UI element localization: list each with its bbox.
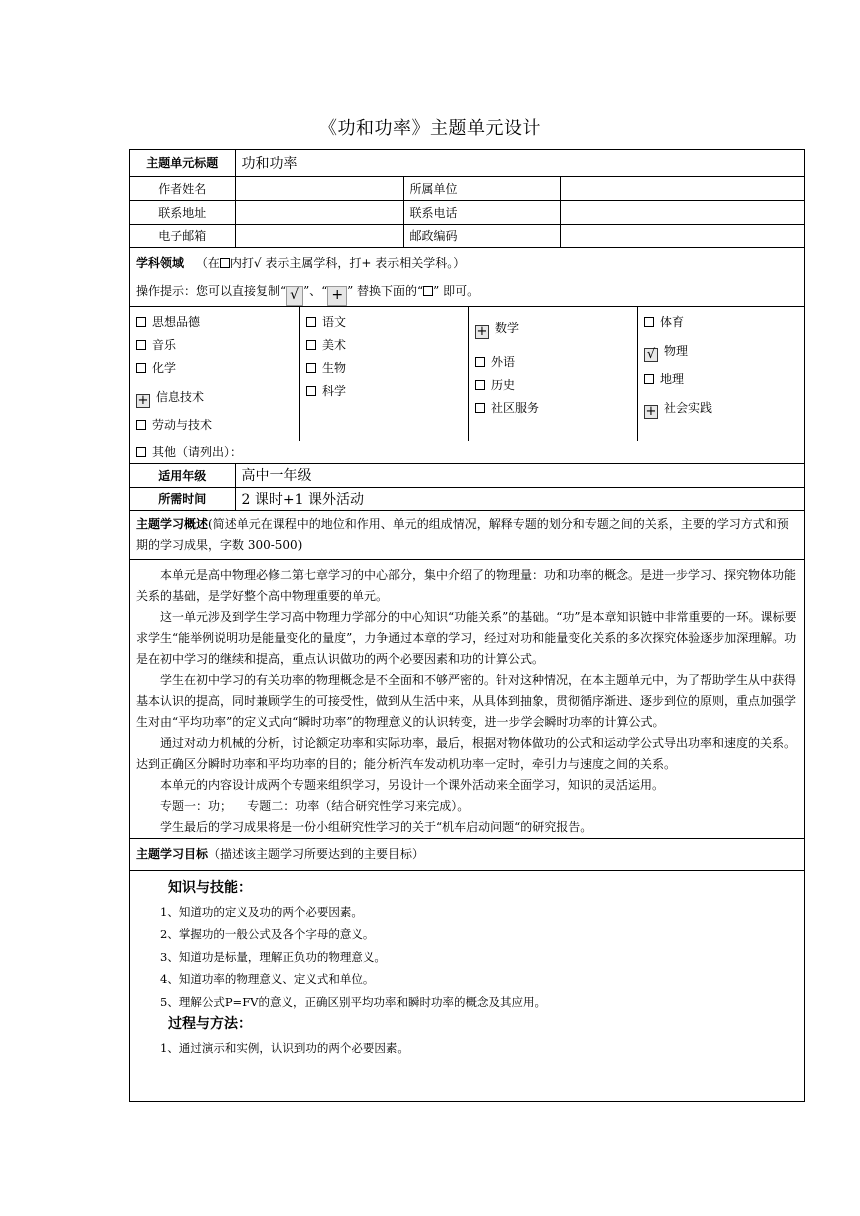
subject-note-line xyxy=(136,253,798,273)
subject-item: 劳动与技术 xyxy=(152,417,213,432)
checkbox-icon[interactable] xyxy=(306,340,316,350)
subject-section xyxy=(130,248,804,463)
goal-item: 1、通过演示和实例，认识到功的两个必要因素。 xyxy=(160,1041,409,1055)
check-box-icon[interactable]: √ xyxy=(644,348,658,362)
goals-body[interactable] xyxy=(130,871,804,1060)
subject-item: 生物 xyxy=(322,360,347,375)
subject-hint-line xyxy=(136,281,798,306)
hint-pre: 操作提示：您可以直接复制“ xyxy=(136,283,287,298)
goal-item: 1、知道功的定义及功的两个必要因素。 xyxy=(160,904,363,919)
checkbox-icon[interactable] xyxy=(136,363,146,373)
topic-value[interactable]: 功和功率 xyxy=(235,150,804,176)
overview-desc: (简述单元在课程中的地位和作用、单元的组成情况，解释专题的划分和专题之间的关系，主要的学习方式和预期的学习成果，字数 300-500) xyxy=(136,516,789,552)
subject-col-1 xyxy=(130,307,300,441)
grade-value[interactable]: 高中一年级 xyxy=(235,463,804,487)
goal-item: 3、知道功是标量，理解正负功的物理意义。 xyxy=(160,949,386,964)
knowledge-heading: 知识与技能： xyxy=(168,879,252,896)
subject-note-post: 内打√ 表示主属学科，打+ 表示相关学科。） xyxy=(229,255,466,270)
checkbox-icon[interactable] xyxy=(475,380,485,390)
subject-other-row xyxy=(130,441,804,463)
overview-paragraph: 通过对动力机械的分析，讨论额定功率和实际功率，最后，根据对物体做功的公式和运动学公式导出功率和速度的关系。达到正确区分瞬时功率和平均功率的目的；能分析汽车发动机功率一定时，牵引力与速度之间的关系。 xyxy=(136,735,797,771)
subject-item: 社会实践 xyxy=(664,400,713,415)
checkbox-icon[interactable] xyxy=(644,317,654,327)
subject-item: 外语 xyxy=(491,354,516,369)
checkbox-icon[interactable] xyxy=(306,363,316,373)
hint-end: ” 即可。 xyxy=(433,283,480,298)
subject-item: 语文 xyxy=(322,314,347,329)
subject-item: 化学 xyxy=(152,360,177,375)
topic-label: 主题单元标题 xyxy=(130,150,235,176)
postcode-label: 邮政编码 xyxy=(403,224,560,247)
checkbox-icon[interactable] xyxy=(136,317,146,327)
info-table xyxy=(130,150,804,248)
overview-paragraph: 本单元的内容设计成两个专题来组织学习，另设计一个课外活动来全面学习，知识的灵活运用。 xyxy=(160,777,665,792)
overview-paragraph: 学生在初中学习的有关功率的物理概念是不全面和不够严密的。针对这种情况，在本主题单元中，为了帮助学生从中获得基本认识的提高，同时兼顾学生的可接受性，做到从生活中来，从具体到抽象，贯彻循序渐进、逐步到位的原则，重点加强学生对由“平均功率”的定义式向“瞬时功率”的物理意义的认识转变，进一步学会瞬时功率的计算公式。 xyxy=(136,672,797,729)
subject-item: 数学 xyxy=(495,320,520,335)
time-value[interactable]: 2 课时+1 课外活动 xyxy=(235,487,804,510)
subject-heading: 学科领域 xyxy=(136,255,185,270)
time-label: 所需时间 xyxy=(130,487,235,510)
overview-body[interactable] xyxy=(130,560,804,839)
page-title: 《功和功率》主题单元设计 xyxy=(319,118,541,139)
design-form xyxy=(129,149,805,1102)
goals-heading: 主题学习目标 xyxy=(136,846,209,861)
email-label: 电子邮箱 xyxy=(130,224,235,247)
grade-time-table xyxy=(130,463,804,511)
subject-item: 地理 xyxy=(660,371,685,386)
subject-item: 物理 xyxy=(664,343,689,358)
subject-col-4 xyxy=(638,307,804,441)
subject-other: 其他（请列出）： xyxy=(152,444,243,459)
checkbox-icon[interactable] xyxy=(136,420,146,430)
empty-box-icon xyxy=(423,286,433,296)
grade-label: 适用年级 xyxy=(130,463,235,487)
subject-grid xyxy=(130,306,804,441)
subject-item: 美术 xyxy=(322,337,347,352)
check-box-icon[interactable]: √ xyxy=(286,286,303,306)
phone-label: 联系电话 xyxy=(403,200,560,224)
plus-box-icon[interactable]: + xyxy=(137,392,149,408)
subject-item: 体育 xyxy=(660,314,685,329)
goals-header xyxy=(130,839,804,871)
empty-box-icon xyxy=(220,258,230,268)
goal-item: 5、理解公式P=FV的意义，正确区别平均功率和瞬时功率的概念及其应用。 xyxy=(160,994,546,1009)
checkbox-icon[interactable] xyxy=(644,374,654,384)
phone-field[interactable] xyxy=(560,200,804,224)
checkbox-icon[interactable] xyxy=(306,386,316,396)
author-label: 作者姓名 xyxy=(130,176,235,200)
overview-paragraph: 这一单元涉及到学生学习高中物理力学部分的中心知识“功能关系”的基础。“功”是本章知识链中非常重要的一环。课标要求学生“能举例说明功是能量变化的量度”，力争通过本章的学习，经过对功和能量变化关系的多次探究体验逐步加深理解。功是在初中学习的继续和提高，重点认识做功的两个必要因素和功的计算公式。 xyxy=(136,609,797,666)
subject-item: 音乐 xyxy=(152,337,177,352)
unit-label: 所属单位 xyxy=(403,176,560,200)
checkbox-icon[interactable] xyxy=(136,447,146,457)
overview-header xyxy=(130,511,804,560)
subject-note-pre: （在 xyxy=(195,255,220,270)
process-heading: 过程与方法： xyxy=(168,1016,252,1032)
checkbox-icon[interactable] xyxy=(136,340,146,350)
overview-paragraph: 专题一：功； 专题二：功率（结合研究性学习来完成）。 xyxy=(160,798,470,813)
subject-header xyxy=(130,248,804,306)
overview-heading: 主题学习概述 xyxy=(136,516,209,531)
goal-item: 2、掌握功的一般公式及各个字母的意义。 xyxy=(160,927,375,941)
checkbox-icon[interactable] xyxy=(306,317,316,327)
address-label: 联系地址 xyxy=(130,200,235,224)
hint-mid: ”、“ xyxy=(303,283,328,298)
subject-item: 历史 xyxy=(491,377,516,392)
postcode-field[interactable] xyxy=(560,224,804,247)
checkbox-icon[interactable] xyxy=(475,357,485,367)
subject-item: 信息技术 xyxy=(156,389,205,404)
unit-field[interactable] xyxy=(560,176,804,200)
overview-paragraph: 学生最后的学习成果将是一份小组研究性学习的关于“机车启动问题“的研究报告。 xyxy=(160,819,593,834)
plus-box-icon[interactable]: + xyxy=(327,286,347,306)
hint-post: ” 替换下面的“ xyxy=(347,283,424,298)
subject-item: 科学 xyxy=(322,383,347,398)
email-field[interactable] xyxy=(235,224,403,247)
checkbox-icon[interactable] xyxy=(475,403,485,413)
subject-item: 思想品德 xyxy=(152,314,201,329)
plus-box-icon[interactable]: + xyxy=(476,323,488,339)
plus-box-icon[interactable]: + xyxy=(645,403,657,419)
subject-item: 社区服务 xyxy=(491,400,540,415)
subject-col-2 xyxy=(300,307,469,441)
goal-item: 4、知道功率的物理意义、定义式和单位。 xyxy=(160,972,375,986)
subject-col-3 xyxy=(469,307,638,441)
overview-paragraph: 本单元是高中物理必修二第七章学习的中心部分，集中介绍了的物理量：功和功率的概念。是进一步学习、探究物体功能关系的基础，是学好整个高中物理重要的单元。 xyxy=(136,567,797,603)
goals-desc: （描述该主题学习所要达到的主要目标） xyxy=(208,846,425,861)
address-field[interactable] xyxy=(235,200,403,224)
author-field[interactable] xyxy=(235,176,403,200)
